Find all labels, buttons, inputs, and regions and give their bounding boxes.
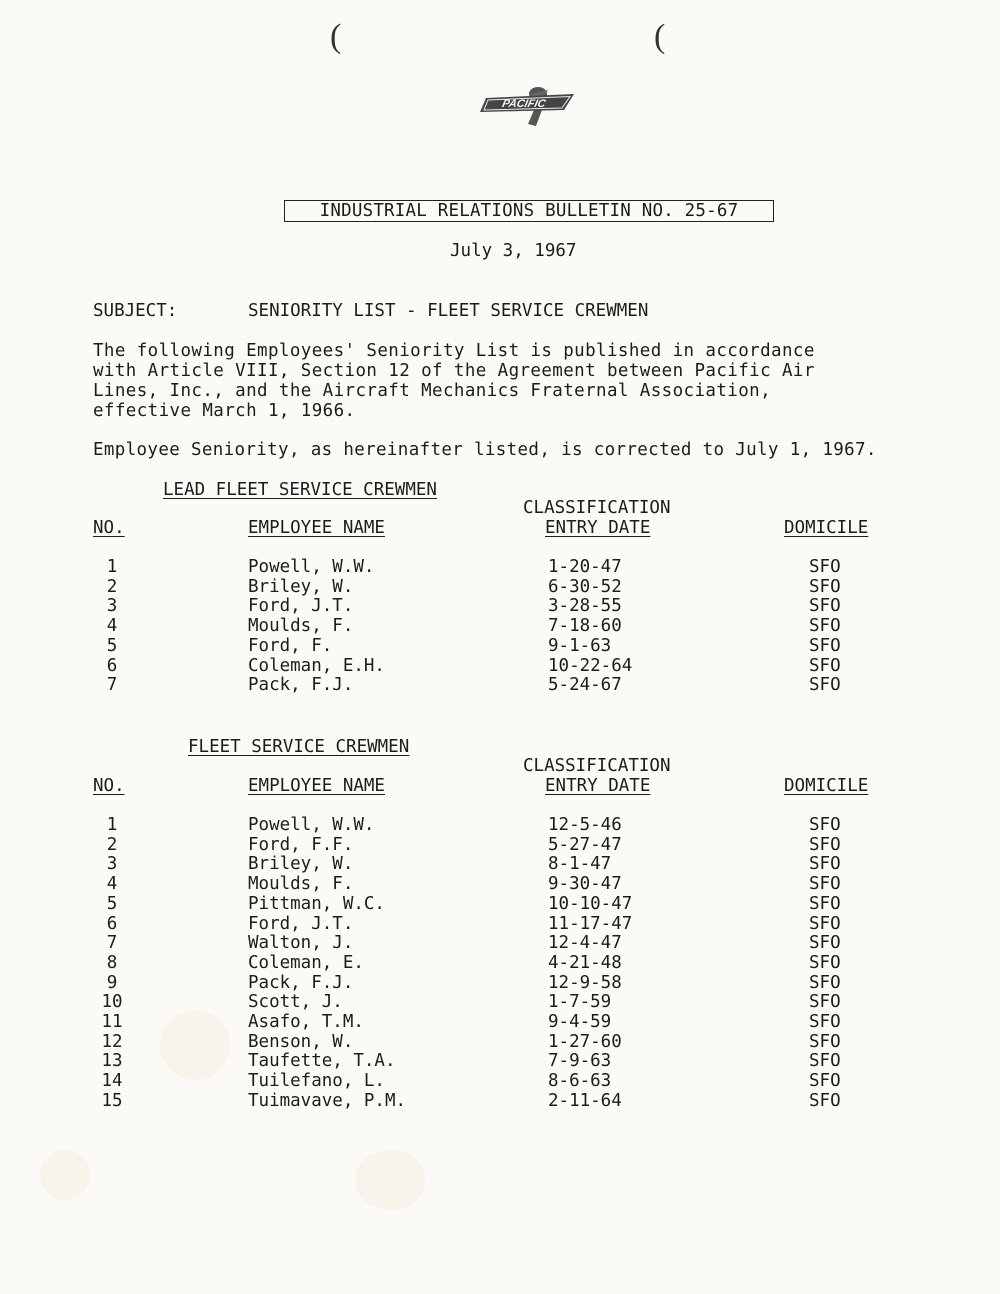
row-number: 6	[106, 655, 118, 676]
domicile: SFO	[809, 635, 841, 656]
table-row	[0, 875, 1000, 895]
entry-date: 1-20-47	[548, 557, 622, 577]
employee-name: Powell, W.W.	[248, 557, 375, 577]
entry-date: 9-1-63	[548, 635, 612, 656]
intro-line: effective March 1, 1966.	[93, 401, 356, 421]
domicile: SFO	[809, 854, 841, 875]
domicile: SFO	[809, 913, 841, 934]
entry-date: 6-30-52	[548, 576, 622, 597]
employee-name: Pack, F.J.	[248, 972, 354, 993]
domicile: SFO	[809, 1090, 841, 1111]
table-row	[0, 934, 1000, 954]
table-row	[0, 637, 1000, 657]
entry-date: 2-11-64	[548, 1090, 622, 1111]
column-header-no: NO.	[93, 776, 125, 796]
employee-name: Taufette, T.A.	[248, 1051, 396, 1072]
row-number: 15	[101, 1090, 123, 1111]
column-header-domicile: DOMICILE	[784, 776, 869, 796]
intro-line: Lines, Inc., and the Aircraft Mechanics Fraternal Association,	[93, 381, 772, 401]
table-row	[0, 1052, 1000, 1072]
table-row	[0, 895, 1000, 915]
pacific-logo-icon	[478, 80, 578, 130]
employee-name: Ford, F.	[248, 635, 333, 656]
column-header-entry-date: ENTRY DATE	[545, 518, 651, 538]
entry-date: 10-10-47	[548, 893, 633, 914]
table-row	[0, 836, 1000, 856]
column-header-classification: CLASSIFICATION	[523, 498, 671, 518]
domicile: SFO	[809, 1012, 841, 1032]
punch-hole-mark: (	[330, 18, 342, 55]
entry-date: 12-5-46	[548, 815, 622, 835]
row-number: 6	[106, 913, 118, 934]
column-header-domicile: DOMICILE	[784, 518, 869, 538]
employee-name: Moulds, F.	[248, 616, 354, 637]
row-number: 1	[106, 815, 118, 835]
fleet-section-title: FLEET SERVICE CREWMEN	[188, 737, 410, 757]
intro-line: with Article VIII, Section 12 of the Agreement between Pacific Air	[93, 361, 815, 381]
row-number: 11	[101, 1012, 123, 1032]
row-number: 4	[106, 874, 118, 895]
domicile: SFO	[809, 874, 841, 895]
domicile: SFO	[809, 1031, 841, 1052]
row-number: 5	[106, 635, 118, 656]
entry-date: 5-27-47	[548, 834, 622, 855]
row-number: 8	[106, 952, 118, 973]
row-number: 4	[106, 616, 118, 637]
table-row	[0, 676, 1000, 696]
subject-text: SENIORITY LIST - FLEET SERVICE CREWMEN	[248, 301, 649, 321]
domicile: SFO	[809, 815, 841, 835]
employee-name: Pack, F.J.	[248, 675, 354, 696]
employee-name: Benson, W.	[248, 1031, 354, 1052]
punch-hole-mark: (	[654, 18, 666, 55]
domicile: SFO	[809, 893, 841, 914]
table-row	[0, 597, 1000, 617]
bulletin-title: INDUSTRIAL RELATIONS BULLETIN NO. 25-67	[284, 200, 774, 222]
row-number: 12	[101, 1031, 123, 1052]
row-number: 3	[106, 854, 118, 875]
entry-date: 9-4-59	[548, 1012, 612, 1032]
employee-name: Tuimavave, P.M.	[248, 1090, 407, 1111]
employee-name: Walton, J.	[248, 933, 354, 954]
domicile: SFO	[809, 576, 841, 597]
domicile: SFO	[809, 834, 841, 855]
table-row	[0, 1072, 1000, 1092]
domicile: SFO	[809, 596, 841, 617]
row-number: 9	[106, 972, 118, 993]
row-number: 3	[106, 596, 118, 617]
domicile: SFO	[809, 655, 841, 676]
table-row	[0, 915, 1000, 935]
employee-name: Ford, F.F.	[248, 834, 354, 855]
entry-date: 3-28-55	[548, 596, 622, 617]
domicile: SFO	[809, 992, 841, 1013]
table-row	[0, 993, 1000, 1013]
table-row	[0, 617, 1000, 637]
logo-text: PACIFIC	[501, 98, 547, 110]
row-number: 1	[106, 557, 118, 577]
employee-name: Coleman, E.	[248, 952, 364, 973]
employee-name: Pittman, W.C.	[248, 893, 385, 914]
intro-line: The following Employees' Seniority List is published in accordance	[93, 341, 815, 361]
column-header-entry-date: ENTRY DATE	[545, 776, 651, 796]
row-number: 13	[101, 1051, 123, 1072]
entry-date: 7-9-63	[548, 1051, 612, 1072]
table-row	[0, 1092, 1000, 1112]
table-row	[0, 954, 1000, 974]
employee-name: Tuilefano, L.	[248, 1071, 385, 1092]
column-header-no: NO.	[93, 518, 125, 538]
lead-section-title: LEAD FLEET SERVICE CREWMEN	[163, 480, 437, 500]
row-number: 7	[106, 675, 118, 696]
entry-date: 9-30-47	[548, 874, 622, 895]
entry-date: 5-24-67	[548, 675, 622, 696]
bulletin-date: July 3, 1967	[450, 241, 577, 261]
domicile: SFO	[809, 972, 841, 993]
domicile: SFO	[809, 675, 841, 696]
table-row	[0, 1033, 1000, 1053]
paper-stain	[355, 1150, 425, 1210]
row-number: 14	[101, 1071, 123, 1092]
domicile: SFO	[809, 1051, 841, 1072]
domicile: SFO	[809, 933, 841, 954]
table-row	[0, 578, 1000, 598]
table-row	[0, 855, 1000, 875]
row-number: 2	[106, 576, 118, 597]
table-row	[0, 1013, 1000, 1033]
table-row	[0, 816, 1000, 836]
table-row	[0, 974, 1000, 994]
entry-date: 7-18-60	[548, 616, 622, 637]
entry-date: 8-1-47	[548, 854, 612, 875]
employee-name: Coleman, E.H.	[248, 655, 385, 676]
column-header-employee-name: EMPLOYEE NAME	[248, 518, 385, 538]
entry-date: 1-7-59	[548, 992, 612, 1013]
domicile: SFO	[809, 557, 841, 577]
entry-date: 8-6-63	[548, 1071, 612, 1092]
row-number: 7	[106, 933, 118, 954]
entry-date: 4-21-48	[548, 952, 622, 973]
table-row	[0, 558, 1000, 578]
row-number: 2	[106, 834, 118, 855]
entry-date: 1-27-60	[548, 1031, 622, 1052]
employee-name: Moulds, F.	[248, 874, 354, 895]
row-number: 5	[106, 893, 118, 914]
subject-label: SUBJECT:	[93, 301, 178, 321]
employee-name: Briley, W.	[248, 854, 354, 875]
column-header-classification: CLASSIFICATION	[523, 756, 671, 776]
entry-date: 10-22-64	[548, 655, 633, 676]
column-header-employee-name: EMPLOYEE NAME	[248, 776, 385, 796]
entry-date: 11-17-47	[548, 913, 633, 934]
entry-date: 12-9-58	[548, 972, 622, 993]
employee-name: Powell, W.W.	[248, 815, 375, 835]
corrected-note: Employee Seniority, as hereinafter listed, is corrected to July 1, 1967.	[93, 440, 877, 460]
domicile: SFO	[809, 1071, 841, 1092]
entry-date: 12-4-47	[548, 933, 622, 954]
intro-paragraph	[93, 341, 973, 421]
table-row	[0, 657, 1000, 677]
row-number: 10	[101, 992, 123, 1013]
employee-name: Asafo, T.M.	[248, 1012, 364, 1032]
employee-name: Scott, J.	[248, 992, 343, 1013]
employee-name: Briley, W.	[248, 576, 354, 597]
domicile: SFO	[809, 952, 841, 973]
paper-stain	[40, 1150, 90, 1200]
employee-name: Ford, J.T.	[248, 913, 354, 934]
domicile: SFO	[809, 616, 841, 637]
employee-name: Ford, J.T.	[248, 596, 354, 617]
